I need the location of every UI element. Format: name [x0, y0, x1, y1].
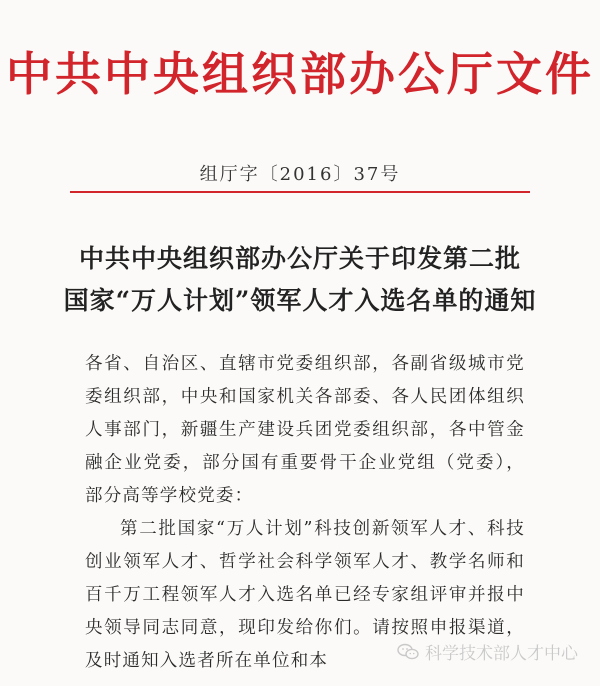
notice-title-line2: 国家“万人计划”领军人才入选名单的通知	[63, 286, 537, 315]
doc-number: 组厅字〔2016〕37号	[199, 164, 401, 185]
notice-body	[85, 348, 525, 678]
recipients-paragraph: 各省、自治区、直辖市党委组织部，各副省级城市党委组织部，中央和国家机关各部委、各人民团体组织人事部门，新疆生产建设兵团党委组织部，各中管金融企业党委，部分国有重要骨干企业党组（党委），部分高等学校党委：	[85, 354, 525, 506]
watermark	[397, 639, 578, 664]
issuer-title: 中共中央组织部办公厅文件	[6, 47, 594, 101]
red-divider	[70, 191, 530, 193]
notice-title-line1: 中共中央组织部办公厅关于印发第二批	[78, 244, 521, 273]
watermark-text: 科学技术部人才中心	[425, 644, 578, 664]
body-paragraph: 第二批国家“万人计划”科技创新领军人才、科技创业领军人才、哲学社会科学领军人才、教学名师和百千万工程领军人才入选名单已经专家组评审并报中央领导同志同意，现印发给你们。请按照申报渠道，及时通知入选者所在单位和本	[85, 519, 525, 671]
notice-title	[0, 238, 600, 322]
wechat-icon	[397, 643, 419, 661]
